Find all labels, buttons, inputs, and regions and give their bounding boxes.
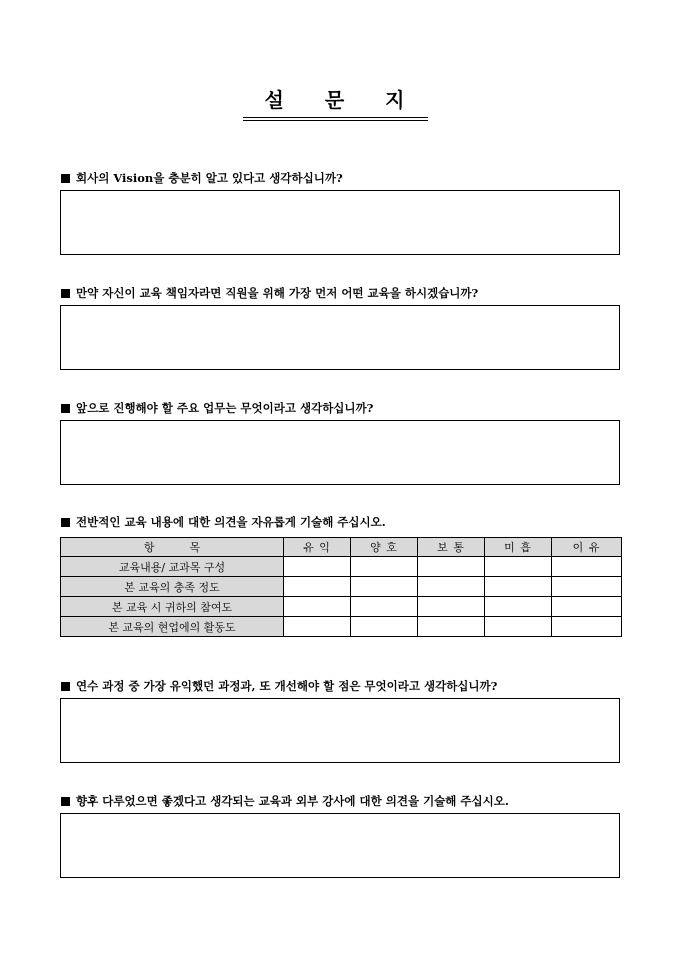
table-row — [61, 597, 622, 617]
row-label: 본 교육의 충족 정도 — [61, 577, 284, 597]
answer-box-5[interactable] — [60, 698, 620, 763]
question-5-text: 연수 과정 중 가장 유익했던 과정과, 또 개선해야 할 점은 무엇이라고 생각하십니까? — [76, 679, 498, 693]
title-double-underline — [243, 117, 428, 121]
table-row — [61, 557, 622, 577]
question-2-text: 만약 자신이 교육 책임자라면 직원을 위해 가장 먼저 어떤 교육을 하시겠습니까? — [76, 286, 479, 300]
square-bullet-icon — [61, 174, 70, 183]
reason-cell[interactable] — [552, 617, 622, 637]
square-bullet-icon — [61, 682, 70, 691]
table-row — [61, 617, 622, 637]
header-average: 보 통 — [418, 538, 485, 557]
rating-cell[interactable] — [351, 557, 418, 577]
answer-box-3[interactable] — [60, 420, 620, 485]
table-header-row — [61, 538, 622, 557]
question-3 — [61, 401, 373, 415]
answer-box-6[interactable] — [60, 813, 620, 878]
rating-cell[interactable] — [485, 617, 552, 637]
rating-cell[interactable] — [418, 557, 485, 577]
rating-cell[interactable] — [284, 617, 351, 637]
square-bullet-icon — [61, 518, 70, 527]
square-bullet-icon — [61, 289, 70, 298]
rating-cell[interactable] — [418, 617, 485, 637]
rating-cell[interactable] — [284, 557, 351, 577]
rating-cell[interactable] — [351, 597, 418, 617]
table-row — [61, 577, 622, 597]
reason-cell[interactable] — [552, 557, 622, 577]
rating-cell[interactable] — [418, 577, 485, 597]
rating-cell[interactable] — [485, 577, 552, 597]
rating-cell[interactable] — [485, 557, 552, 577]
header-good: 양 호 — [351, 538, 418, 557]
rating-cell[interactable] — [485, 597, 552, 617]
evaluation-table — [60, 537, 622, 637]
rating-cell[interactable] — [418, 597, 485, 617]
header-reason: 이 유 — [552, 538, 622, 557]
row-label: 본 교육 시 귀하의 참여도 — [61, 597, 284, 617]
rating-cell[interactable] — [284, 597, 351, 617]
header-poor: 미 흡 — [485, 538, 552, 557]
square-bullet-icon — [61, 404, 70, 413]
question-5 — [61, 679, 497, 693]
question-6-text: 향후 다루었으면 좋겠다고 생각되는 교육과 외부 강사에 대한 의견을 기술해 주십시오. — [76, 794, 509, 808]
answer-box-1[interactable] — [60, 190, 620, 255]
page-title: 설 문 지 — [264, 88, 407, 112]
question-2 — [61, 286, 478, 300]
question-1 — [61, 171, 343, 185]
rating-cell[interactable] — [351, 617, 418, 637]
rating-cell[interactable] — [351, 577, 418, 597]
question-4 — [61, 515, 386, 529]
header-useful: 유 익 — [284, 538, 351, 557]
reason-cell[interactable] — [552, 577, 622, 597]
row-label: 본 교육의 현업에의 활동도 — [61, 617, 284, 637]
question-6 — [61, 794, 509, 808]
rating-cell[interactable] — [284, 577, 351, 597]
reason-cell[interactable] — [552, 597, 622, 617]
row-label: 교육내용/ 교과목 구성 — [61, 557, 284, 577]
header-item: 항 목 — [61, 538, 284, 557]
question-4-text: 전반적인 교육 내용에 대한 의견을 자유롭게 기술해 주십시오. — [76, 515, 386, 529]
square-bullet-icon — [61, 797, 70, 806]
answer-box-2[interactable] — [60, 305, 620, 370]
question-1-text: 회사의 Vision을 충분히 알고 있다고 생각하십니까? — [76, 171, 343, 185]
title-block — [243, 86, 428, 121]
question-3-text: 앞으로 진행해야 할 주요 업무는 무엇이라고 생각하십니까? — [76, 401, 374, 415]
